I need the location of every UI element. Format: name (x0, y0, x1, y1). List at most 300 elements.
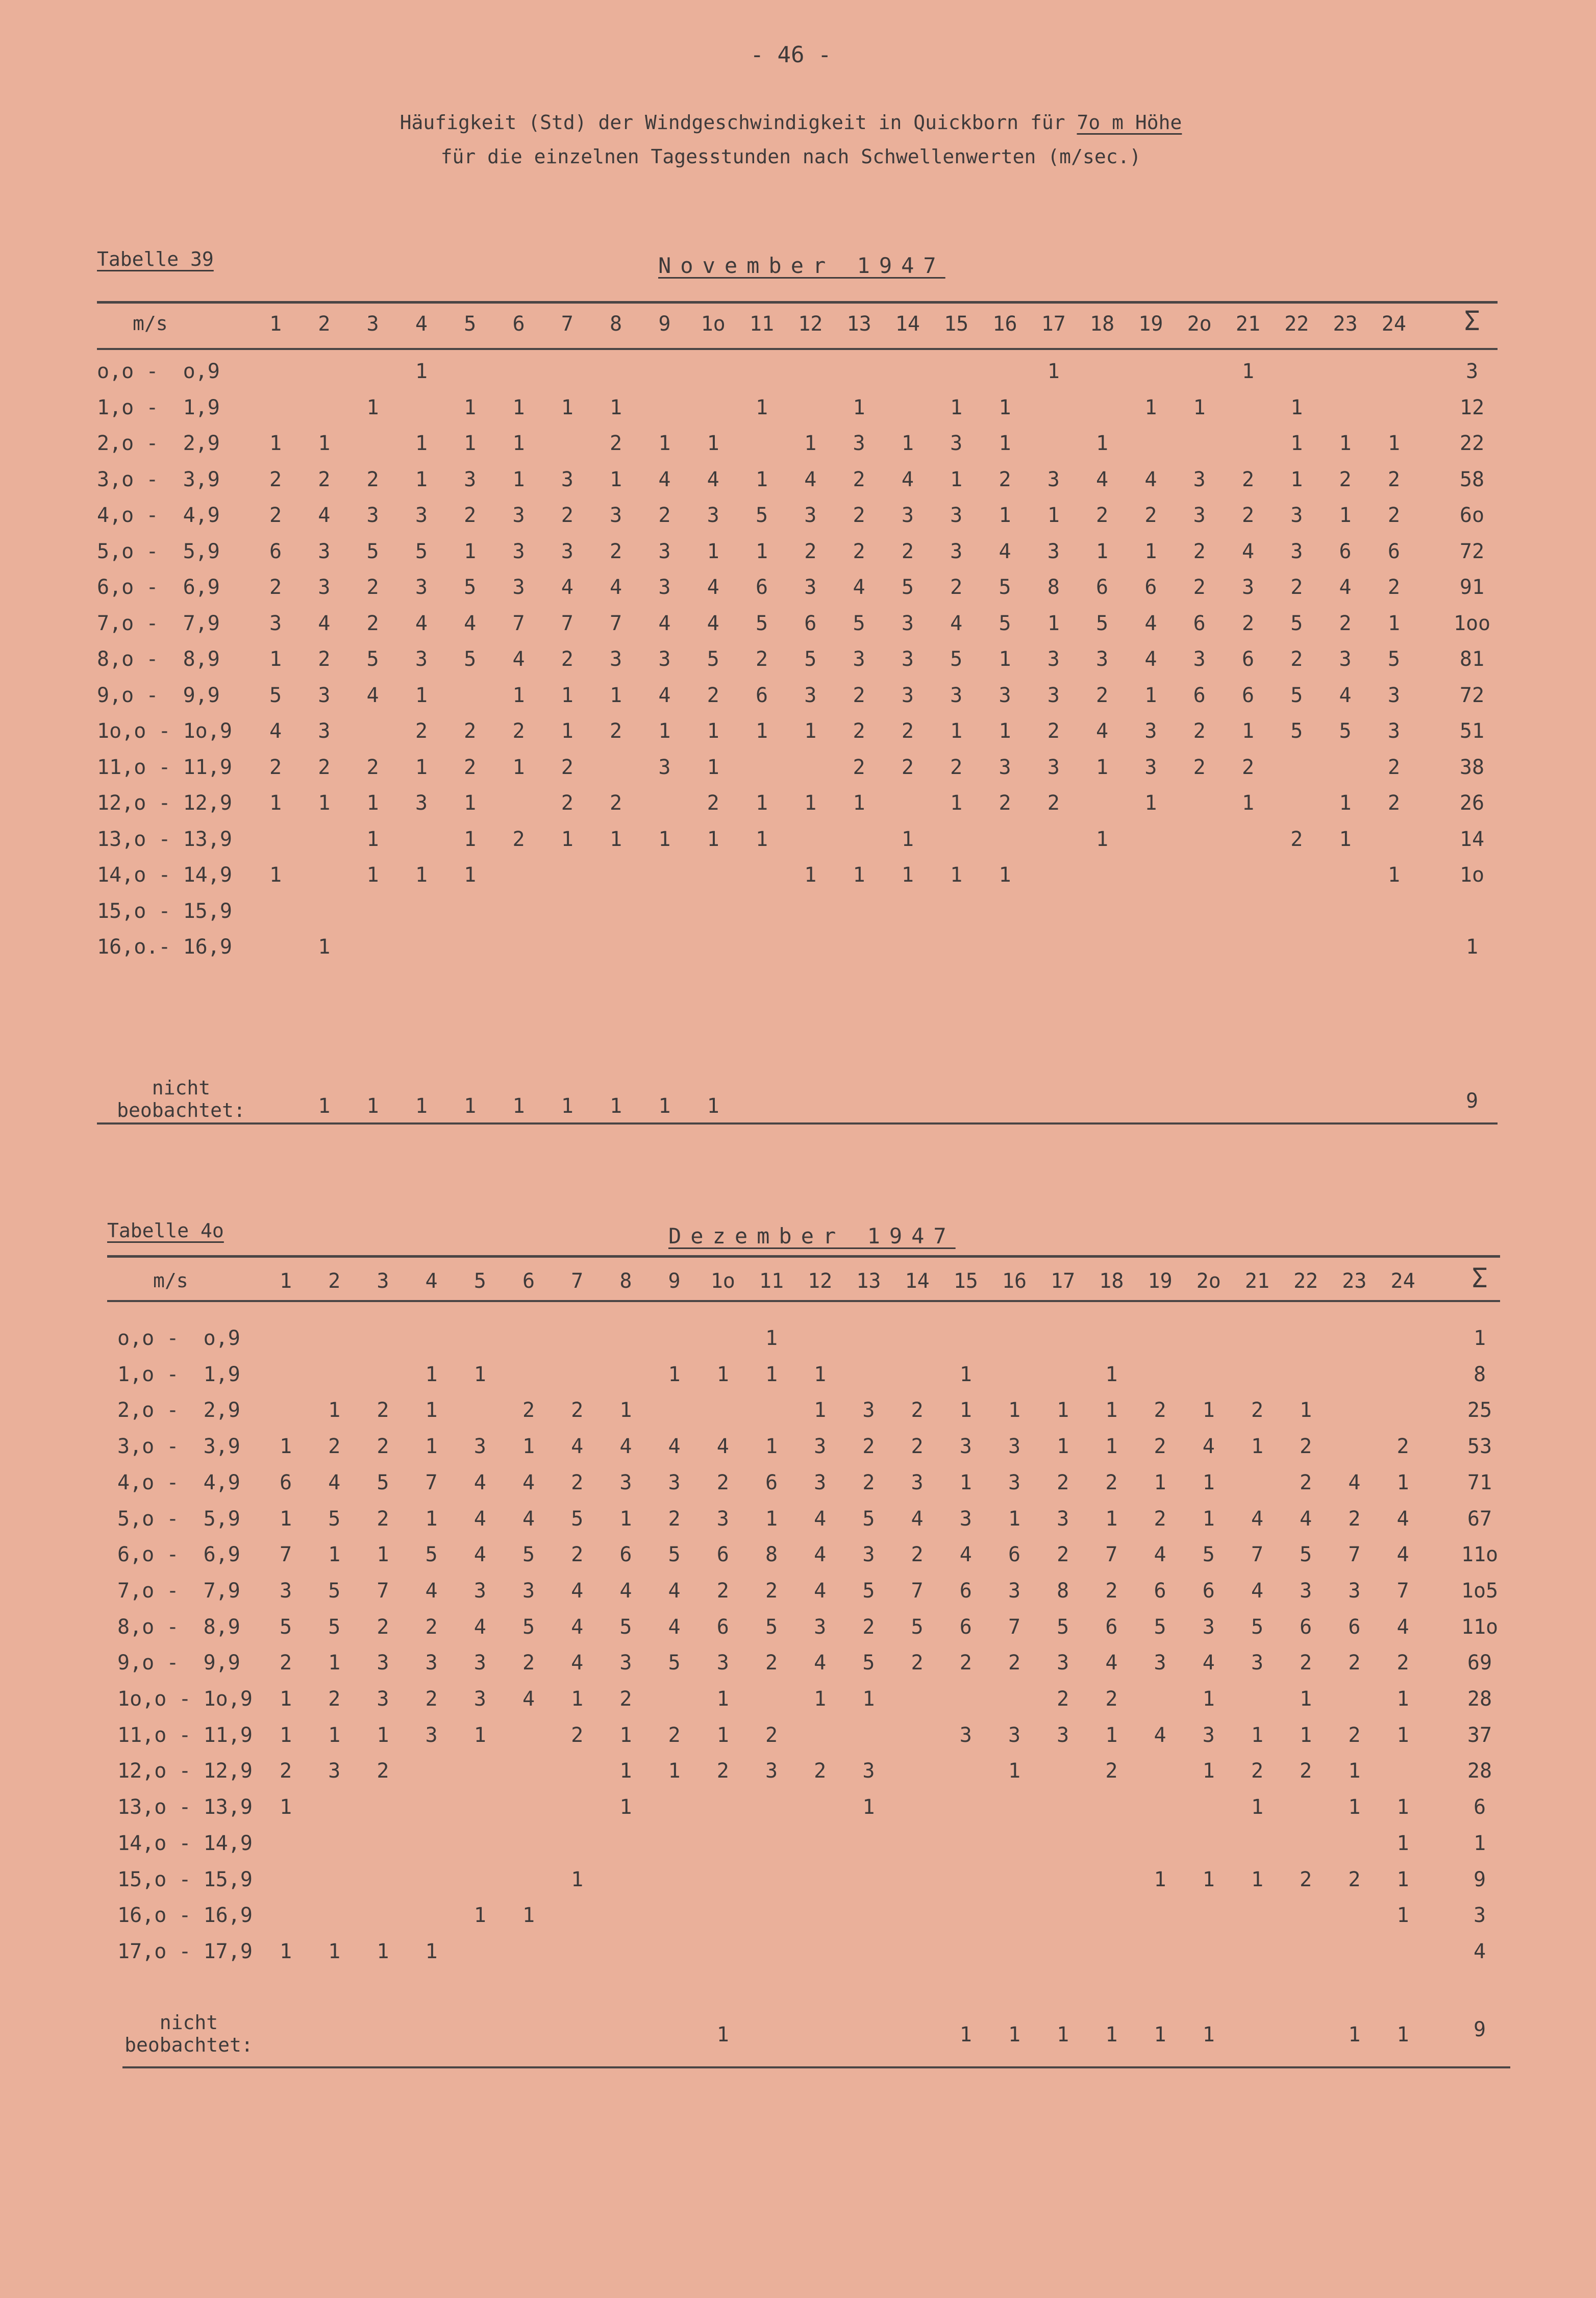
table-cell: 3 (1008, 1723, 1021, 1747)
row-range-label: 9,o - 9,9 (97, 683, 220, 707)
table-cell: 3 (610, 504, 622, 527)
table-cell: 1 (814, 1687, 827, 1711)
table-cell: 2 (1396, 1651, 1409, 1675)
row-range-label: 1o,o - 1o,9 (117, 1687, 253, 1711)
table-cell: 2 (853, 755, 865, 779)
row-sum: 11o (1461, 1543, 1499, 1567)
table-cell: 4 (571, 1435, 584, 1459)
table-cell: 5 (464, 576, 477, 599)
table-cell: 3 (658, 576, 671, 599)
table-cell: 1 (1251, 1723, 1264, 1747)
table-cell: 4 (1144, 467, 1157, 491)
table-cell: 8 (765, 1543, 778, 1567)
table-cell: 3 (658, 755, 671, 779)
row-sum: 53 (1467, 1435, 1492, 1459)
row-sum: 6o (1459, 504, 1485, 527)
table-cell: 2 (1105, 1759, 1118, 1783)
table-cell: 2 (1339, 467, 1352, 491)
table-cell: 5 (707, 647, 719, 671)
table-cell: 1 (328, 1939, 341, 1963)
table-cell: 4 (668, 1579, 681, 1603)
header-hour: 12 (808, 1269, 833, 1293)
table-cell: 1 (950, 791, 963, 815)
table-cell: 7 (610, 611, 622, 635)
table-cell: 1 (377, 1939, 389, 1963)
table-cell: 2 (571, 1543, 584, 1567)
table-cell: 2 (1047, 719, 1060, 743)
table-cell: 3 (901, 647, 914, 671)
table-cell: 3 (1057, 1651, 1069, 1675)
table-cell: 3 (911, 1470, 924, 1494)
table-cell: 3 (318, 576, 331, 599)
header-sigma: Σ (1472, 1263, 1488, 1294)
table-cell: 3 (959, 1507, 972, 1531)
table-cell: 1 (561, 683, 573, 707)
table-cell: 1 (279, 1795, 292, 1819)
table-cell: 3 (707, 504, 719, 527)
table-cell: 5 (1251, 1615, 1264, 1639)
row-sum: 25 (1467, 1398, 1492, 1422)
table-cell: 4 (1202, 1435, 1215, 1459)
table-cell: 1 (1154, 1867, 1166, 1891)
table-cell: 4 (1105, 1651, 1118, 1675)
table-cell: 2 (1348, 1723, 1361, 1747)
table-cell: 4 (269, 719, 282, 743)
nicht-beobachtet-label (122, 2011, 255, 2056)
table-cell: 3 (1202, 1615, 1215, 1639)
table-cell: 3 (716, 1651, 729, 1675)
table-cell: 1 (464, 827, 477, 851)
row-sum: 72 (1459, 683, 1485, 707)
table-cell: 3 (1047, 683, 1060, 707)
table-cell: 1 (959, 1398, 972, 1422)
header-hour: 3 (377, 1269, 389, 1293)
table-cell: 2 (1251, 1759, 1264, 1783)
row-range-label: 7,o - 7,9 (97, 611, 220, 635)
header-hour: 4 (415, 312, 428, 336)
table-cell: 2 (1290, 647, 1303, 671)
table-cell: 2 (1300, 1651, 1312, 1675)
table-cell: 2 (610, 791, 622, 815)
table-cell: 5 (999, 611, 1011, 635)
table-cell: 1 (999, 504, 1011, 527)
table-cell: 2 (512, 827, 525, 851)
row-range-label: 12,o - 12,9 (97, 791, 232, 815)
nicht-cell: 1 (1057, 2023, 1069, 2046)
table-cell: 4 (959, 1543, 972, 1567)
row-range-label: 16,o - 16,9 (117, 1904, 253, 1928)
table-cell: 1 (415, 432, 428, 455)
row-sum: 1oo (1453, 611, 1491, 635)
table-cell: 1 (755, 791, 768, 815)
table-cell: 6 (1105, 1615, 1118, 1639)
table-cell: 6 (279, 1470, 292, 1494)
table-cell: 2 (1241, 755, 1255, 779)
table-cell: 3 (1387, 719, 1400, 743)
table-cell: 1 (755, 719, 768, 743)
header-hour: 5 (464, 312, 477, 336)
table-cell: 3 (318, 539, 331, 563)
table-cell: 5 (328, 1615, 341, 1639)
table-cell: 5 (571, 1507, 584, 1531)
nicht-cell: 1 (610, 1094, 622, 1118)
table-cell: 1 (901, 863, 914, 887)
table-cell: 4 (814, 1543, 827, 1567)
table-cell: 1 (464, 432, 477, 455)
table-cell: 3 (668, 1470, 681, 1494)
table-cell: 2 (1154, 1398, 1166, 1422)
table-cell: 7 (279, 1543, 292, 1567)
table-cell: 5 (911, 1615, 924, 1639)
table-cell: 1 (415, 467, 428, 491)
table-cell: 3 (814, 1435, 827, 1459)
table-cell: 2 (911, 1651, 924, 1675)
nicht-label-line2: beobachtet: (117, 1099, 245, 1121)
table-cell: 4 (571, 1615, 584, 1639)
table-cell: 2 (318, 755, 331, 779)
table-cell: 2 (561, 791, 573, 815)
table-cell: 1 (366, 395, 379, 419)
row-sum: 26 (1459, 791, 1485, 815)
table-cell: 2 (1387, 467, 1400, 491)
table-cell: 3 (425, 1723, 438, 1747)
table-cell: 1 (1202, 1867, 1215, 1891)
row-range-label: 12,o - 12,9 (117, 1759, 253, 1783)
table-cell: 3 (959, 1435, 972, 1459)
table-cell: 1 (804, 719, 817, 743)
row-range-label: 6,o - 6,9 (97, 576, 220, 599)
table-cell: 1 (571, 1867, 584, 1891)
table-cell: 4 (522, 1470, 535, 1494)
table-cell: 1 (1300, 1398, 1312, 1422)
table-cell: 2 (862, 1435, 875, 1459)
table-cell: 6 (765, 1470, 778, 1494)
table-cell: 3 (377, 1687, 389, 1711)
table-cell: 3 (804, 683, 817, 707)
table-cell: 3 (999, 755, 1011, 779)
table-cell: 8 (1047, 576, 1060, 599)
table-cell: 2 (377, 1759, 389, 1783)
table-cell: 1 (619, 1723, 632, 1747)
table-cell: 5 (999, 576, 1011, 599)
table-cell: 1 (814, 1398, 827, 1422)
table-cell: 2 (561, 504, 573, 527)
row-sum: 1o5 (1461, 1579, 1499, 1603)
row-range-label: o,o - o,9 (117, 1327, 240, 1350)
table-cell: 2 (668, 1723, 681, 1747)
nicht-cell: 1 (716, 2023, 729, 2046)
table-cell: 5 (464, 647, 477, 671)
table-cell: 1 (610, 683, 622, 707)
row-sum: 28 (1467, 1687, 1492, 1711)
table-cell: 4 (512, 647, 525, 671)
table-cell: 1 (950, 719, 963, 743)
table-cell: 1 (716, 1687, 729, 1711)
header-hour: 14 (895, 312, 920, 336)
table-cell: 2 (464, 719, 477, 743)
table-cell: 2 (950, 755, 963, 779)
table-cell: 3 (950, 504, 963, 527)
header-hour: 1o (701, 312, 726, 336)
table-cell: 3 (658, 539, 671, 563)
page-number: - 46 - (750, 42, 832, 68)
table-cell: 1 (279, 1723, 292, 1747)
header-hour: 16 (992, 312, 1017, 336)
table-cell: 1 (999, 395, 1011, 419)
table-cell: 1 (464, 539, 477, 563)
header-hour: 6 (522, 1269, 535, 1293)
table-cell: 5 (853, 611, 865, 635)
table-cell: 1 (1008, 1759, 1021, 1783)
table-cell: 4 (522, 1687, 535, 1711)
table-cell: 8 (1057, 1579, 1069, 1603)
table-cell: 3 (1300, 1579, 1312, 1603)
header-hour: 8 (610, 312, 622, 336)
table-cell: 3 (950, 539, 963, 563)
table-cell: 2 (1193, 539, 1206, 563)
table-cell: 5 (804, 647, 817, 671)
table-rule (97, 348, 1498, 350)
table-cell: 2 (1300, 1867, 1312, 1891)
row-range-label: 13,o - 13,9 (117, 1795, 253, 1819)
table-cell: 5 (755, 611, 768, 635)
row-sum: 11o (1461, 1615, 1499, 1639)
table-cell: 2 (1241, 467, 1255, 491)
table-cell: 2 (1193, 719, 1206, 743)
table-cell: 1 (950, 395, 963, 419)
table-cell: 1 (1387, 863, 1400, 887)
header-hour: 23 (1333, 312, 1358, 336)
table-cell: 5 (1290, 719, 1303, 743)
table-cell: 1 (1396, 1904, 1409, 1928)
table-cell: 5 (1154, 1615, 1166, 1639)
table-cell: 1 (561, 395, 573, 419)
nicht-cell: 1 (707, 1094, 719, 1118)
row-sum: 51 (1459, 719, 1485, 743)
row-sum: 4 (1473, 1939, 1486, 1963)
table-cell: 1 (1144, 395, 1157, 419)
table-cell: 1 (1096, 539, 1109, 563)
table-cell: 3 (1154, 1651, 1166, 1675)
table-cell: 3 (425, 1651, 438, 1675)
table-cell: 4 (318, 611, 331, 635)
table-cell: 1 (1290, 467, 1303, 491)
table-cell: 1 (512, 395, 525, 419)
table-cell: 1 (269, 647, 282, 671)
row-sum: 28 (1467, 1759, 1492, 1783)
table-cell: 1 (1387, 611, 1400, 635)
header-hour: 3 (366, 312, 379, 336)
row-sum: 1 (1473, 1831, 1486, 1855)
table-cell: 3 (1096, 647, 1109, 671)
nicht-label-line2: beobachtet: (124, 2034, 253, 2056)
table-cell: 1 (425, 1435, 438, 1459)
table-label: Tabelle 4o (107, 1219, 224, 1242)
table-cell: 7 (512, 611, 525, 635)
header-hour: 1 (279, 1269, 292, 1293)
row-sum: 22 (1459, 432, 1485, 455)
table-cell: 2 (853, 539, 865, 563)
header-hour: 18 (1099, 1269, 1124, 1293)
table-cell: 1 (1008, 1507, 1021, 1531)
table-cell: 3 (1339, 647, 1352, 671)
table-cell: 5 (522, 1615, 535, 1639)
table-cell: 1 (1202, 1687, 1215, 1711)
table-cell: 1 (707, 539, 719, 563)
table-cell: 3 (522, 1579, 535, 1603)
table-cell: 7 (1251, 1543, 1264, 1567)
table-cell: 6 (1202, 1579, 1215, 1603)
row-range-label: 13,o - 13,9 (97, 827, 232, 851)
table-cell: 1 (765, 1362, 778, 1386)
row-sum: 3 (1465, 360, 1479, 383)
table-cell: 2 (765, 1579, 778, 1603)
title-text: Häufigkeit (Std) der Windgeschwindigkeit in Quickborn für (400, 111, 1077, 134)
table-cell: 3 (415, 647, 428, 671)
table-cell: 1 (1105, 1723, 1118, 1747)
table-cell: 3 (512, 539, 525, 563)
table-cell: 1 (1047, 360, 1060, 383)
table-cell: 1 (1241, 791, 1255, 815)
table-cell: 1 (619, 1795, 632, 1819)
table-cell: 2 (377, 1398, 389, 1422)
table-cell: 3 (610, 647, 622, 671)
table-cell: 2 (814, 1759, 827, 1783)
table-cell: 1 (999, 719, 1011, 743)
page-subtitle: für die einzelnen Tagesstunden nach Schwellenwerten (m/sec.) (440, 145, 1141, 168)
nicht-cell: 1 (1202, 2023, 1215, 2046)
table-cell: 1 (1057, 1398, 1069, 1422)
table-cell: 1 (1202, 1470, 1215, 1494)
header-hour: 15 (953, 1269, 978, 1293)
table-cell: 4 (1154, 1723, 1166, 1747)
table-cell: 2 (1300, 1435, 1312, 1459)
table-cell: 1 (1339, 827, 1352, 851)
table-cell: 3 (658, 647, 671, 671)
row-sum: 81 (1459, 647, 1485, 671)
table-cell: 1 (765, 1435, 778, 1459)
table-cell: 1 (610, 467, 622, 491)
table-cell: 1 (512, 467, 525, 491)
table-cell: 1 (377, 1543, 389, 1567)
header-hour: 2 (328, 1269, 341, 1293)
nicht-cell: 1 (658, 1094, 671, 1118)
table-cell: 4 (814, 1651, 827, 1675)
nicht-sum: 9 (1465, 1089, 1479, 1113)
table-cell: 2 (1290, 576, 1303, 599)
table-cell: 6 (1241, 683, 1255, 707)
table-cell: 1 (1241, 360, 1255, 383)
table-cell: 1 (716, 1362, 729, 1386)
table-cell: 6 (1339, 539, 1352, 563)
table-cell: 3 (415, 504, 428, 527)
nicht-cell: 1 (959, 2023, 972, 2046)
table-cell: 1 (1339, 504, 1352, 527)
table-cell: 4 (473, 1543, 486, 1567)
table-cell: 2 (1339, 611, 1352, 635)
table-cell: 4 (1396, 1543, 1409, 1567)
table-cell: 3 (804, 576, 817, 599)
table-cell: 3 (950, 683, 963, 707)
table-cell: 4 (950, 611, 963, 635)
table-cell: 1 (1396, 1795, 1409, 1819)
table-cell: 2 (1348, 1867, 1361, 1891)
table-cell: 4 (1241, 539, 1255, 563)
header-hour: 24 (1381, 312, 1406, 336)
table-rule (107, 1255, 1500, 1258)
row-sum: 14 (1459, 827, 1485, 851)
table-cell: 5 (1202, 1543, 1215, 1567)
table-cell: 6 (1348, 1615, 1361, 1639)
table-cell: 5 (1339, 719, 1352, 743)
row-range-label: 1,o - 1,9 (117, 1362, 240, 1386)
table-cell: 2 (1057, 1543, 1069, 1567)
table-cell: 1 (619, 1398, 632, 1422)
table-cell: 1 (765, 1327, 778, 1350)
table-cell: 6 (1241, 647, 1255, 671)
table-cell: 2 (804, 539, 817, 563)
header-hour: 11 (759, 1269, 784, 1293)
table-cell: 1 (425, 1507, 438, 1531)
table-cell: 6 (1193, 683, 1206, 707)
table-cell: 3 (318, 719, 331, 743)
table-cell: 2 (959, 1651, 972, 1675)
table-cell: 1 (1251, 1795, 1264, 1819)
table-cell: 4 (658, 683, 671, 707)
table-cell: 3 (1047, 467, 1060, 491)
table-cell: 3 (901, 683, 914, 707)
table-cell: 2 (1241, 611, 1255, 635)
table-cell: 4 (1348, 1470, 1361, 1494)
table-cell: 4 (1396, 1615, 1409, 1639)
row-sum: 38 (1459, 755, 1485, 779)
row-sum: 8 (1473, 1362, 1486, 1386)
table-cell: 5 (862, 1579, 875, 1603)
table-cell: 2 (716, 1759, 729, 1783)
table-cell: 1 (1144, 683, 1157, 707)
table-cell: 2 (522, 1651, 535, 1675)
nicht-cell: 1 (1348, 2023, 1361, 2046)
table-cell: 7 (1396, 1579, 1409, 1603)
table-cell: 3 (473, 1651, 486, 1675)
table-cell: 1 (999, 863, 1011, 887)
table-cell: 4 (911, 1507, 924, 1531)
table-cell: 3 (1057, 1507, 1069, 1531)
table-cell: 6 (1387, 539, 1400, 563)
table-cell: 2 (999, 467, 1011, 491)
table-cell: 2 (765, 1723, 778, 1747)
table-cell: 1 (1047, 611, 1060, 635)
table-cell: 3 (862, 1543, 875, 1567)
row-range-label: 7,o - 7,9 (117, 1579, 240, 1603)
table-cell: 1 (328, 1398, 341, 1422)
header-hour: 7 (571, 1269, 584, 1293)
table-cell: 1 (610, 395, 622, 419)
nicht-cell: 1 (366, 1094, 379, 1118)
nicht-cell: 1 (1105, 2023, 1118, 2046)
table-cell: 1 (1396, 1867, 1409, 1891)
table-cell: 2 (328, 1435, 341, 1459)
table-cell: 3 (1193, 504, 1206, 527)
table-cell: 3 (765, 1759, 778, 1783)
table-cell: 1 (415, 683, 428, 707)
table-cell: 3 (814, 1470, 827, 1494)
header-hour: 6 (512, 312, 525, 336)
table-cell: 1 (328, 1651, 341, 1675)
header-hour: 16 (1002, 1269, 1027, 1293)
table-cell: 1 (901, 827, 914, 851)
table-cell: 2 (415, 719, 428, 743)
